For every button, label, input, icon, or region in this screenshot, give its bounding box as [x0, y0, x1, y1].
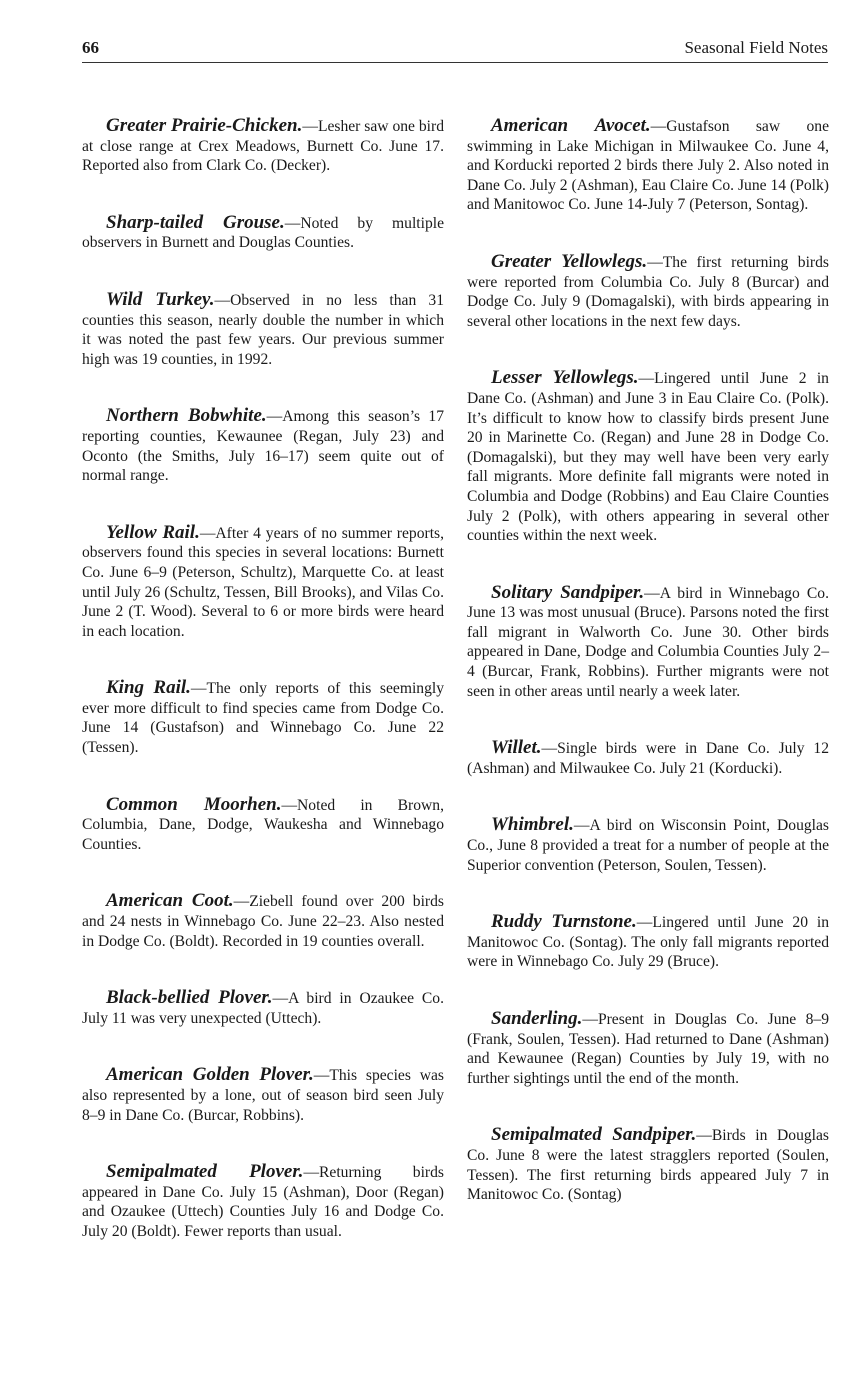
species-entry: [82, 891, 444, 951]
entry-text: —Gustafson saw one swimming in Lake Michigan in Milwaukee Co. June 4, and Korducki reported 2 birds there July 2. Also noted in Dane Co. July 2 (Ashman), Eau Claire Co. June 14 (Polk) and Manitowoc Co. June 14-July 7 (Peterson, Sontag).: [467, 118, 829, 214]
page-number: 66: [82, 38, 99, 57]
species-entry: [82, 1065, 444, 1125]
species-name: Ruddy Turnstone.: [491, 911, 637, 933]
species-name: Semipalmated Plover.: [106, 1161, 304, 1183]
species-name: Greater Prairie-Chicken.: [106, 115, 303, 136]
species-entry: [467, 738, 829, 778]
species-entry: [82, 406, 444, 485]
entry-text: —Among this season’s 17 reporting counties, Kewaunee (Regan, July 23) and Oconto (the Smiths, July 16–17) seem quite out of normal range.: [82, 408, 444, 485]
right-column: [467, 116, 829, 1205]
species-entry: [467, 912, 829, 972]
species-name: Northern Bobwhite.: [106, 405, 267, 427]
entry-text: —A bird in Ozaukee Co. July 11 was very unexpected (Uttech).: [82, 990, 444, 1027]
entry-text: —Noted in Brown, Columbia, Dane, Dodge, Waukesha and Winnebago Counties.: [82, 796, 445, 853]
entry-text: —A bird on Wisconsin Point, Douglas Co., June 8 provided a treat for a number of people at the Superior convention (Peterson, Soulen, Tessen).: [467, 817, 829, 874]
species-name: American Avocet.: [491, 115, 651, 136]
species-name: Common Moorhen.: [106, 793, 282, 815]
species-name: Greater Yellowlegs.: [491, 250, 648, 272]
species-entry: [82, 116, 444, 176]
species-entry: [467, 252, 829, 331]
entry-text: —Observed in no less than 31 counties this season, nearly double the number in which it was noted the past few years. Our previous summer high was 19 counties, in 1992.: [82, 291, 444, 368]
species-name: Sanderling.: [491, 1008, 583, 1029]
entry-text: —Single birds were in Dane Co. July 12 (Ashman) and Milwaukee Co. July 21 (Korducki).: [467, 740, 829, 777]
entry-text: —The first returning birds were reported from Columbia Co. July 8 (Burcar) and Dodge Co. July 9 (Domagalski), with birds appearing in several other locations in the next few days.: [467, 253, 829, 330]
species-entry: [82, 678, 444, 757]
entry-text: —Present in Douglas Co. June 8–9 (Frank, Soulen, Tessen). Had returned to Dane (Ashman) and Kewaunee (Regan) Counties by July 19, with no further sightings until the end of the month.: [467, 1011, 829, 1087]
entry-text: —Noted by multiple observers in Burnett and Douglas Counties.: [82, 214, 444, 252]
species-name: American Coot.: [106, 890, 234, 912]
species-name: Whimbrel.: [491, 814, 574, 836]
page-header: [82, 38, 828, 63]
entry-text: —Lingered until June 20 in Manitowoc Co. (Sontag). The only fall migrants reported were in Winnebago Co. July 29 (Bruce).: [467, 914, 829, 971]
species-name: Semipalmated Sandpiper.: [491, 1124, 697, 1146]
species-name: Black-bellied Plover.: [106, 987, 273, 1009]
species-name: Yellow Rail.: [106, 521, 200, 543]
entry-text: —Birds in Douglas Co. June 8 were the latest stragglers reported (Soulen, Tessen). The first returning birds appeared July 7 in Manitowoc Co. (Sontag): [467, 1127, 829, 1204]
species-entry: [467, 368, 829, 545]
species-name: Sharp-tailed Grouse.: [106, 211, 285, 233]
species-name: King Rail.: [106, 677, 191, 699]
entry-text: —The only reports of this seemingly ever more difficult to find species came from Dodge Co. June 14 (Gustafson) and Winnebago Co. June 22 (Tessen).: [82, 680, 444, 757]
entry-text: —Lingered until June 2 in Dane Co. (Ashman) and June 3 in Eau Claire Co. (Polk). It’s difficult to know how to classify birds present June 20 in Marinette Co. (Regan) and June 28 in Dodge Co. (Domagalski), but they may well have been very early fall migrants. More definite fall migrants were noted in Columbia and Dodge (Robbins) and Eau Claire Counties July 2 (Polk), with others appearing in several other counties within the next week.: [467, 370, 829, 545]
entry-text: —After 4 years of no summer reports, observers found this species in several locations: Burnett Co. June 6–9 (Peterson, Schultz), Marquette Co. at least until July 26 (Schultz, Tessen, Bill Brooks), and Vilas Co. June 2 (T. Wood). Several to 6 or more birds were heard in each location.: [82, 524, 444, 640]
species-name: Lesser Yellowlegs.: [491, 367, 639, 389]
species-name: Wild Turkey.: [106, 288, 215, 310]
entry-text: —Ziebell found over 200 birds and 24 nests in Winnebago Co. June 22–23. Also nested in Dodge Co. (Boldt). Recorded in 19 counties overall.: [82, 893, 444, 950]
entry-text: —Lesher saw one bird at close range at Crex Meadows, Burnett Co. June 17. Reported also from Clark Co. (Decker).: [82, 118, 444, 175]
species-entry: [467, 815, 829, 875]
species-entry: [82, 523, 444, 642]
species-name: Willet.: [491, 737, 542, 759]
species-entry: [467, 583, 829, 702]
species-entry: [467, 116, 829, 215]
running-head: Seasonal Field Notes: [684, 38, 828, 57]
left-column: [82, 116, 444, 1242]
species-name: Solitary Sandpiper.: [491, 581, 645, 603]
species-entry: [82, 1162, 444, 1241]
species-name: American Golden Plover.: [106, 1064, 314, 1086]
species-entry: [467, 1125, 829, 1204]
species-entry: [82, 795, 444, 855]
species-entry: [82, 213, 444, 253]
species-entry: [82, 290, 444, 369]
species-entry: [467, 1009, 829, 1088]
entry-text: —A bird in Winnebago Co. June 13 was most unusual (Bruce). Parsons noted the first fall migrant in Walworth Co. June 30. Other birds appeared in Dane, Dodge and Columbia Counties July 2–4 (Burcar, Frank, Robbins). Further migrants were not seen in other areas until nearly a week later.: [467, 584, 829, 700]
entry-text: —Returning birds appeared in Dane Co. July 15 (Ashman), Door (Regan) and Ozaukee (Uttech) Counties July 16 and Dodge Co. July 20 (Boldt). Fewer reports than usual.: [82, 1164, 444, 1240]
entry-text: —This species was also represented by a lone, out of season bird seen July 8–9 in Dane Co. (Burcar, Robbins).: [82, 1067, 444, 1124]
species-entry: [82, 988, 444, 1028]
